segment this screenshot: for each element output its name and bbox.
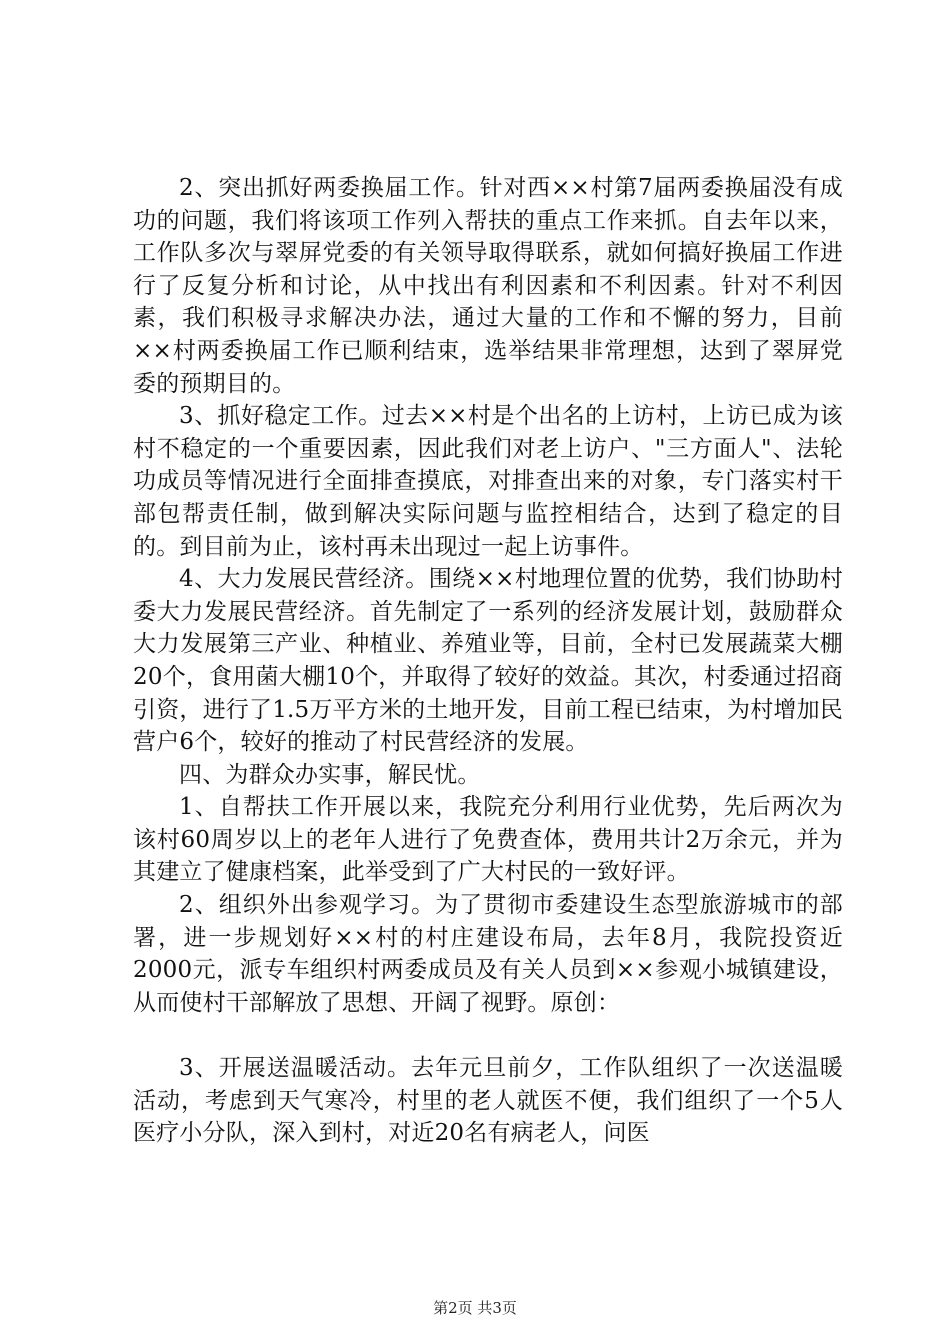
paragraph-election-work: 2、突出抓好两委换届工作。针对西××村第7届两委换届没有成功的问题，我们将该项工作列入帮扶的重点工作来抓。自去年以来，工作队多次与翠屏党委的有关领导取得联系，就如何搞好换届工作进行了反复分析和讨论，从中找出有利因素和不利因素。针对不利因素，我们积极寻求解决办法，通过大量的工作和不懈的努力，目前××村两委换届工作已顺利结束，选举结果非常理想，达到了翠屏党委的预期目的。 bbox=[133, 175, 843, 397]
paragraph-warmth-activity: 3、开展送温暖活动。去年元旦前夕，工作队组织了一次送温暖活动，考虑到天气寒冷，村里的老人就医不便，我们组织了一个5人医疗小分队，深入到村，对近20名有病老人，问医 bbox=[133, 1055, 843, 1147]
paragraph-stability-work: 3、抓好稳定工作。过去××村是个出名的上访村，上访已成为该村不稳定的一个重要因素，因此我们对老上访户、"三方面人"、法轮功成员等情况进行全面排查摸底，对排查出来的对象，专门落实村干部包帮责任制，做到解决实际问题与监控相结合，达到了稳定的目的。到目前为止，该村再未出现过一起上访事件。 bbox=[133, 403, 843, 560]
paragraph-gap bbox=[133, 1019, 843, 1052]
document-body bbox=[133, 172, 843, 1150]
paragraph-private-economy: 4、大力发展民营经济。围绕××村地理位置的优势，我们协助村委大力发展民营经济。首先制定了一系列的经济发展计划，鼓励群众大力发展第三产业、种植业、养殖业等，目前，全村已发展蔬菜大棚20个，食用菌大棚10个，并取得了较好的效益。其次，村委通过招商引资，进行了1.5万平方米的土地开发，目前工程已结束，为村增加民营户6个，较好的推动了村民营经济的发展。 bbox=[133, 566, 843, 756]
paragraph-study-visit: 2、组织外出参观学习。为了贯彻市委建设生态型旅游城市的部署，进一步规划好××村的村庄建设布局，去年8月，我院投资近2000元，派专车组织村两委成员及有关人员到××参观小城镇建设，从而使村干部解放了思想、开阔了视野。原创： bbox=[133, 892, 843, 1016]
section-heading-practical-matters: 四、为群众办实事，解民忧。 bbox=[179, 761, 481, 788]
page-number-footer: 第2页 共3页 bbox=[433, 1299, 517, 1317]
paragraph-free-checkup: 1、自帮扶工作开展以来，我院充分利用行业优势，先后两次为该村60周岁以上的老年人进行了免费查体，费用共计2万余元，并为其建立了健康档案，此举受到了广大村民的一致好评。 bbox=[133, 794, 843, 886]
